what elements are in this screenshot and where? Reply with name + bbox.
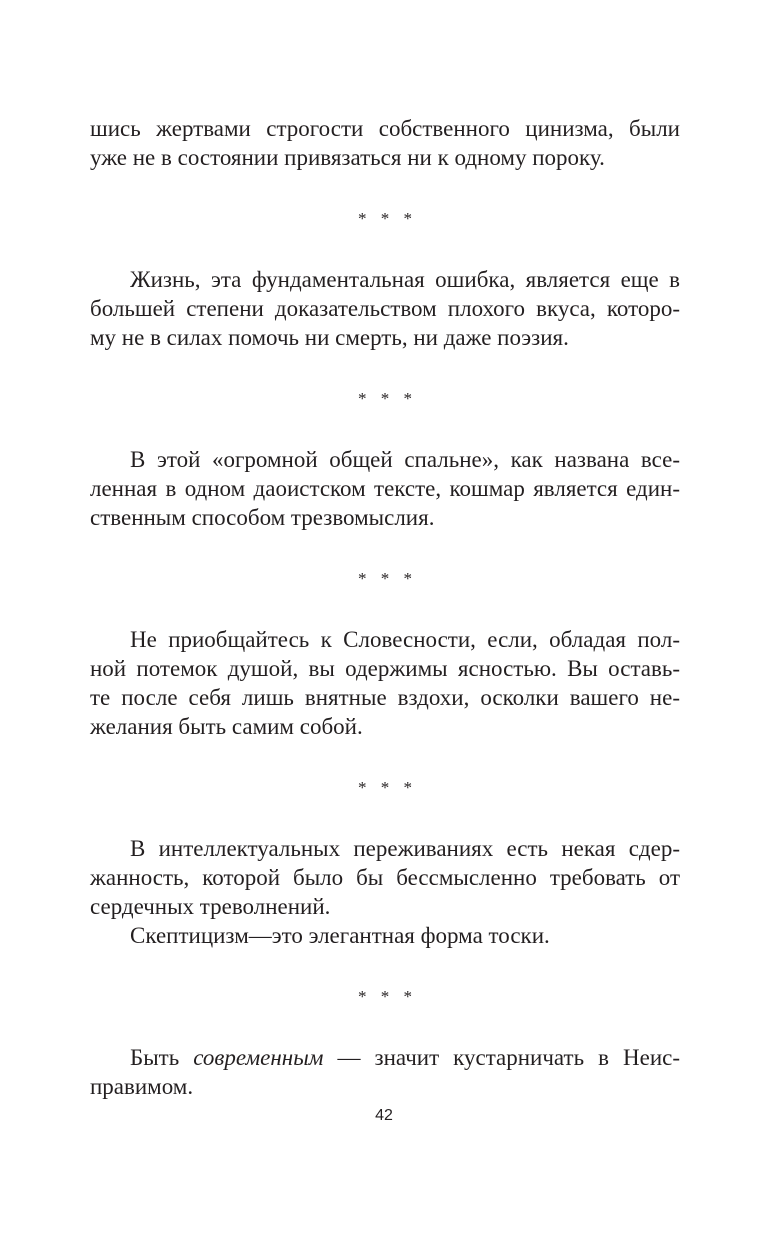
text-line: большей степени доказательством плохого вкуса, которо- bbox=[90, 296, 680, 321]
page-number: 42 bbox=[375, 1107, 393, 1124]
paragraph-3 bbox=[90, 445, 680, 532]
section-separator: * * * bbox=[358, 389, 417, 408]
text-line: ственным способом трезвомыслия. bbox=[90, 505, 435, 530]
text-line: те после себя лишь внятные вздохи, осколки вашего не- bbox=[90, 685, 680, 710]
text-run: — значит кустарничать в Неис- bbox=[323, 1045, 680, 1070]
text-line: сердечных треволнений. bbox=[90, 894, 331, 919]
text-line: правимом. bbox=[90, 1074, 194, 1099]
paragraph-2 bbox=[90, 265, 680, 352]
text-line bbox=[90, 1043, 680, 1072]
section-separator: * * * bbox=[358, 987, 417, 1006]
text-line: уже не в состоянии привязаться ни к одному пороку. bbox=[90, 145, 605, 170]
paragraph-1 bbox=[90, 114, 680, 172]
section-separator: * * * bbox=[358, 569, 417, 588]
section-separator: * * * bbox=[358, 778, 417, 797]
text-line: Скептицизм—это элегантная форма тоски. bbox=[130, 923, 550, 948]
text-line: В интеллектуальных переживаниях есть некая сдер- bbox=[130, 836, 680, 861]
text-line: ленная в одном даоистском тексте, кошмар является един- bbox=[90, 476, 680, 501]
text-line: Не приобщайтесь к Словесности, если, обладая пол- bbox=[130, 627, 680, 652]
page-body bbox=[90, 114, 680, 1101]
paragraph-4 bbox=[90, 625, 680, 741]
text-line: жанность, которой было бы бессмысленно требовать от bbox=[90, 865, 680, 890]
text-run: Быть bbox=[130, 1045, 194, 1070]
italic-word: современным bbox=[193, 1045, 324, 1070]
text-line: желания быть самим собой. bbox=[90, 714, 363, 739]
text-line: Жизнь, эта фундаментальная ошибка, является еще в bbox=[130, 267, 680, 292]
text-line: шись жертвами строгости собственного цинизма, были bbox=[90, 116, 680, 141]
paragraph-6 bbox=[90, 1043, 680, 1101]
paragraph-5 bbox=[90, 834, 680, 950]
text-line: В этой «огромной общей спальне», как названа все- bbox=[130, 447, 680, 472]
text-line: ной потемок душой, вы одержимы ясностью. Вы оставь- bbox=[90, 656, 680, 681]
text-line: му не в силах помочь ни смерть, ни даже поэзия. bbox=[90, 325, 569, 350]
section-separator: * * * bbox=[358, 209, 417, 228]
